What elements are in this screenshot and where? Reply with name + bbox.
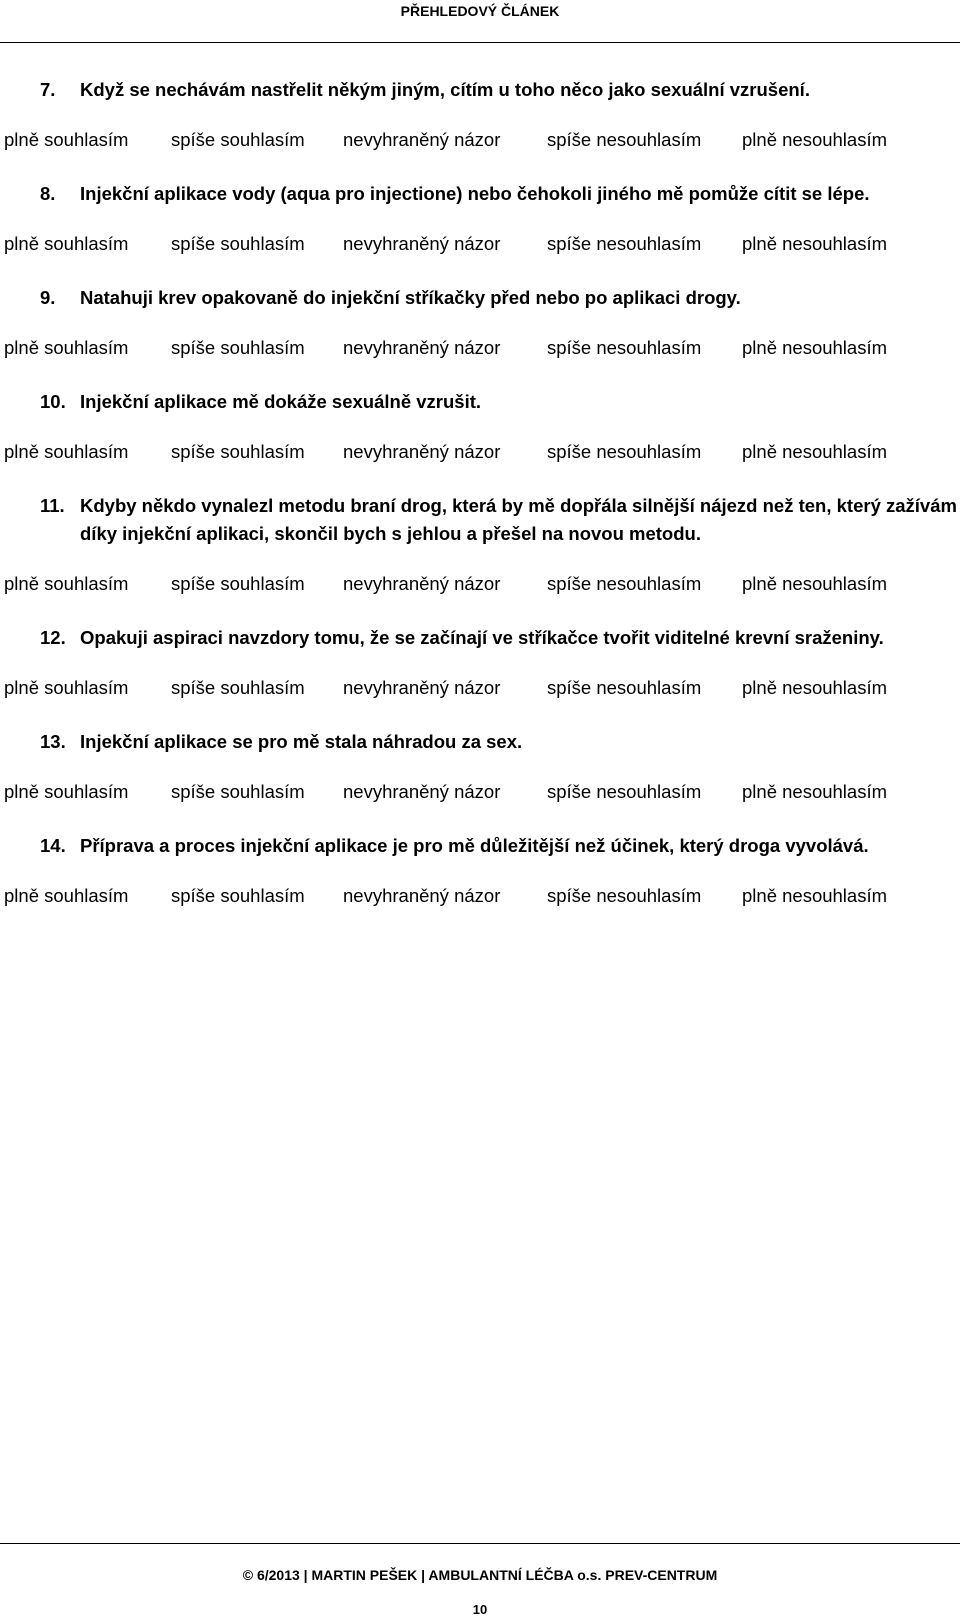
question-number: 12. [40,627,66,648]
answer-option[interactable]: spíše souhlasím [171,337,305,358]
answer-option[interactable]: nevyhraněný názor [343,677,501,698]
answer-option[interactable]: spíše nesouhlasím [547,441,702,462]
answer-option[interactable]: plně nesouhlasím [742,885,888,906]
answer-option[interactable]: plně souhlasím [4,441,129,462]
header-divider [0,42,960,43]
answer-option[interactable]: plně nesouhlasím [742,441,888,462]
footer-divider [0,1543,960,1544]
answer-option[interactable]: nevyhraněný názor [343,885,501,906]
answer-option[interactable]: spíše nesouhlasím [547,885,702,906]
answer-scale [4,570,960,598]
answer-option[interactable]: plně souhlasím [4,781,129,802]
question-text: 9. Natahuji krev opakovaně do injekční stříkačky před nebo po aplikaci drogy. [0,284,958,312]
question-item [0,180,960,258]
question-text: 13. Injekční aplikace se pro mě stala náhradou za sex. [0,728,958,756]
answer-option[interactable]: spíše souhlasím [171,781,305,802]
answer-option[interactable]: spíše nesouhlasím [547,781,702,802]
question-item [0,388,960,466]
answer-option[interactable]: plně souhlasím [4,677,129,698]
questionnaire [0,76,960,936]
question-item [0,492,960,598]
question-number: 11. [40,495,65,516]
answer-option[interactable]: plně souhlasím [4,885,129,906]
answer-option[interactable]: plně souhlasím [4,337,129,358]
answer-option[interactable]: spíše souhlasím [171,677,305,698]
question-number: 8. [40,183,56,204]
question-text: 8. Injekční aplikace vody (aqua pro injectione) nebo čehokoli jiného mě pomůže cítit se lépe. [0,180,958,208]
answer-option[interactable]: spíše souhlasím [171,573,305,594]
answer-option[interactable]: nevyhraněný názor [343,781,501,802]
answer-option[interactable]: plně nesouhlasím [742,781,888,802]
question-text: 10. Injekční aplikace mě dokáže sexuálně vzrušit. [0,388,958,416]
answer-option[interactable]: nevyhraněný názor [343,233,501,254]
page-footer: © 6/2013 | MARTIN PEŠEK | AMBULANTNÍ LÉČBA o.s. PREV-CENTRUM [242,1567,718,1583]
answer-option[interactable]: spíše souhlasím [171,441,305,462]
answer-option[interactable]: spíše souhlasím [171,233,305,254]
question-item [0,76,960,154]
question-item [0,624,960,702]
question-number: 10. [40,391,66,412]
question-text: 14. Příprava a proces injekční aplikace je pro mě důležitější než účinek, který droga vyvolává. [0,832,958,860]
answer-option[interactable]: nevyhraněný názor [343,573,501,594]
answer-option[interactable]: nevyhraněný názor [343,129,501,150]
answer-scale [4,438,960,466]
answer-scale [4,882,960,910]
answer-scale [4,334,960,362]
answer-option[interactable]: spíše nesouhlasím [547,573,702,594]
question-item [0,832,960,910]
answer-option[interactable]: nevyhraněný názor [343,337,501,358]
page-header: PŘEHLEDOVÝ ČLÁNEK [400,3,560,19]
answer-scale [4,674,960,702]
answer-option[interactable]: plně souhlasím [4,233,129,254]
answer-option[interactable]: plně nesouhlasím [742,573,888,594]
answer-option[interactable]: plně nesouhlasím [742,677,888,698]
answer-option[interactable]: spíše nesouhlasím [547,233,702,254]
answer-scale [4,778,960,806]
question-text: 7. Když se nechávám nastřelit někým jiným, cítím u toho něco jako sexuální vzrušení. [0,76,958,104]
answer-option[interactable]: plně souhlasím [4,573,129,594]
answer-option[interactable]: plně nesouhlasím [742,129,888,150]
answer-option[interactable]: spíše souhlasím [171,129,305,150]
question-item [0,284,960,362]
answer-option[interactable]: spíše nesouhlasím [547,337,702,358]
question-number: 13. [40,731,66,752]
answer-option[interactable]: nevyhraněný názor [343,441,501,462]
answer-option[interactable]: spíše nesouhlasím [547,677,702,698]
answer-option[interactable]: spíše souhlasím [171,885,305,906]
page-number: 10 [472,1602,488,1617]
question-text: 12. Opakuji aspiraci navzdory tomu, že se začínají ve stříkačce tvořit viditelné krevní sraženiny. [0,624,958,652]
question-text: 11. Kdyby někdo vynalezl metodu braní drog, která by mě dopřála silnější nájezd než ten, který zažívám díky injekční aplikaci, skončil bych s jehlou a přešel na novou metodu. [0,492,958,548]
question-number: 9. [40,287,56,308]
question-item [0,728,960,806]
answer-option[interactable]: spíše nesouhlasím [547,129,702,150]
question-number: 7. [40,79,56,100]
answer-scale [4,126,960,154]
answer-option[interactable]: plně nesouhlasím [742,337,888,358]
answer-option[interactable]: plně nesouhlasím [742,233,888,254]
question-number: 14. [40,835,66,856]
answer-option[interactable]: plně souhlasím [4,129,129,150]
answer-scale [4,230,960,258]
